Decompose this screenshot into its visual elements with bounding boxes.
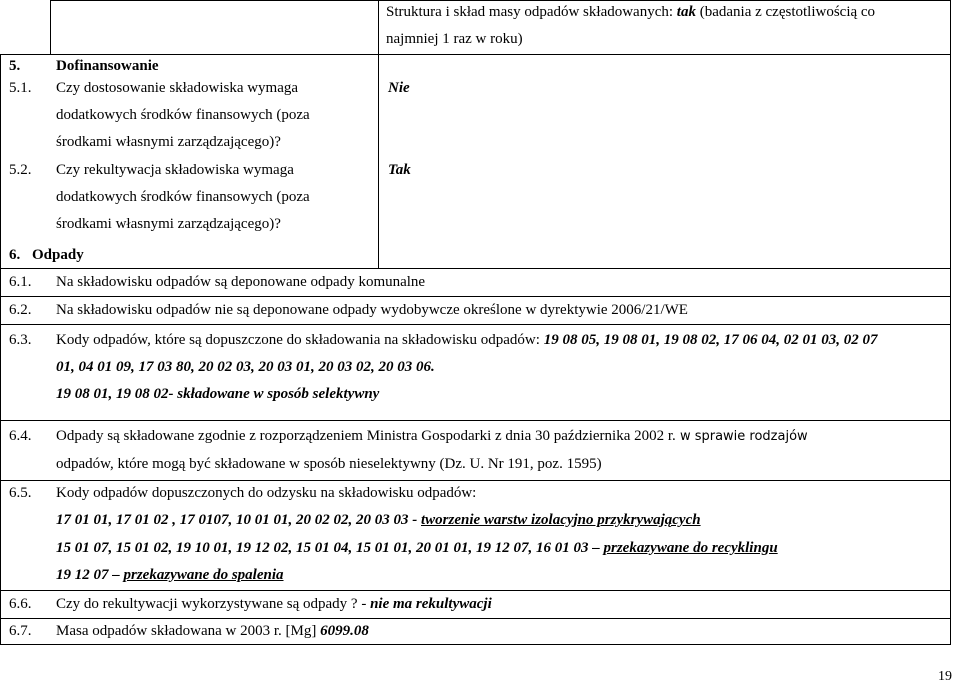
section-title: Dofinansowanie xyxy=(56,58,159,74)
section-title: Odpady xyxy=(32,247,84,263)
row-divider xyxy=(0,590,950,591)
table-left-border xyxy=(0,54,1,645)
item-text: Kody odpadów dopuszczonych do odzysku na składowisku odpadów: xyxy=(56,485,477,501)
page-number: 19 xyxy=(938,669,952,684)
question-text: Czy dostosowanie składowiska wymaga xyxy=(56,80,299,96)
item-text: Na składowisku odpadów są deponowane odpady komunalne xyxy=(56,274,426,290)
item-number: 6.2. xyxy=(9,302,32,318)
row-divider xyxy=(0,296,950,297)
row-divider xyxy=(0,324,950,325)
waste-codes: 19 08 05, 19 08 01, 19 08 02, 17 06 04, 02 01 03, 02 07 xyxy=(543,332,878,348)
column-divider xyxy=(50,0,51,54)
column-divider xyxy=(378,0,379,268)
row-divider xyxy=(0,268,950,269)
structure-label: Struktura i skład masy odpadów składowanych: xyxy=(386,4,677,20)
item-label: Czy do rekultywacji wykorzystywane są odpady ? - xyxy=(56,596,371,612)
structure-text xyxy=(386,3,875,21)
recovery-purpose: przekazywane do recyklingu xyxy=(603,540,778,556)
item-number: 6.6. xyxy=(9,596,32,612)
mass-value: 6099.08 xyxy=(320,623,369,639)
section-number: 5. xyxy=(9,58,21,74)
row-divider xyxy=(0,420,950,421)
waste-codes-selective: 19 08 01, 19 08 02- składowane w sposób selektywny xyxy=(56,386,380,402)
table-bottom-border xyxy=(0,644,950,645)
structure-answer: tak xyxy=(676,4,696,20)
recovery-codes-line xyxy=(56,539,778,557)
question-text: Czy rekultywacja składowiska wymaga xyxy=(56,162,294,178)
item-number: 6.3. xyxy=(9,332,32,348)
recovery-purpose: tworzenie warstw izolacyjno przykrywających xyxy=(421,512,701,528)
item-number: 6.1. xyxy=(9,274,32,290)
item-number: 6.4. xyxy=(9,428,32,444)
answer-value: Nie xyxy=(388,80,410,96)
question-text: środkami własnymi zarządzającego)? xyxy=(56,134,281,150)
question-number: 5.1. xyxy=(9,80,32,96)
item-text: odpadów, które mogą być składowane w sposób nieselektywny (Dz. U. Nr 191, poz. 1595) xyxy=(56,456,602,472)
regulation-text-tail: w sprawie rodzajów xyxy=(675,429,808,444)
answer-value: nie ma rekultywacji xyxy=(370,596,492,612)
recovery-purpose: przekazywane do spalenia xyxy=(123,567,284,583)
section-number: 6. xyxy=(9,247,21,263)
structure-text-line2: najmniej 1 raz w roku) xyxy=(386,31,523,47)
row-divider xyxy=(0,54,950,55)
waste-codes: 19 12 07 – xyxy=(56,567,124,583)
item-text xyxy=(56,331,877,349)
table-top-border xyxy=(50,0,950,1)
regulation-text: Odpady są składowane zgodnie z rozporządzeniem Ministra Gospodarki z dnia 30 października 2002 r. xyxy=(56,428,676,444)
recovery-codes-line xyxy=(56,511,701,529)
waste-codes: 01, 04 01 09, 17 03 80, 20 02 03, 20 03 01, 20 03 02, 20 03 06. xyxy=(56,359,435,375)
question-number: 5.2. xyxy=(9,162,32,178)
item-label: Kody odpadów, które są dopuszczone do składowania na składowisku odpadów: xyxy=(56,332,544,348)
item-number: 6.5. xyxy=(9,485,32,501)
question-text: środkami własnymi zarządzającego)? xyxy=(56,216,281,232)
row-divider xyxy=(0,480,950,481)
item-number: 6.7. xyxy=(9,623,32,639)
item-text xyxy=(56,427,808,446)
recovery-codes-line xyxy=(56,566,284,584)
question-text: dodatkowych środków finansowych (poza xyxy=(56,107,310,123)
row-divider xyxy=(0,618,950,619)
answer-value: Tak xyxy=(388,162,411,178)
item-label: Masa odpadów składowana w 2003 r. [Mg] xyxy=(56,623,321,639)
item-text xyxy=(56,622,369,640)
structure-label-tail: (badania z częstotliwością co xyxy=(695,4,876,20)
question-text: dodatkowych środków finansowych (poza xyxy=(56,189,310,205)
table-right-border xyxy=(950,0,951,645)
waste-codes: 15 01 07, 15 01 02, 19 10 01, 19 12 02, 15 01 04, 15 01 01, 20 01 01, 19 12 07, 16 01 03 – xyxy=(56,540,604,556)
item-text: Na składowisku odpadów nie są deponowane odpady wydobywcze określone w dyrektywie 2006/21/WE xyxy=(56,302,688,318)
item-text xyxy=(56,595,492,613)
waste-codes: 17 01 01, 17 01 02 , 17 0107, 10 01 01, 20 02 02, 20 03 03 - xyxy=(56,512,421,528)
